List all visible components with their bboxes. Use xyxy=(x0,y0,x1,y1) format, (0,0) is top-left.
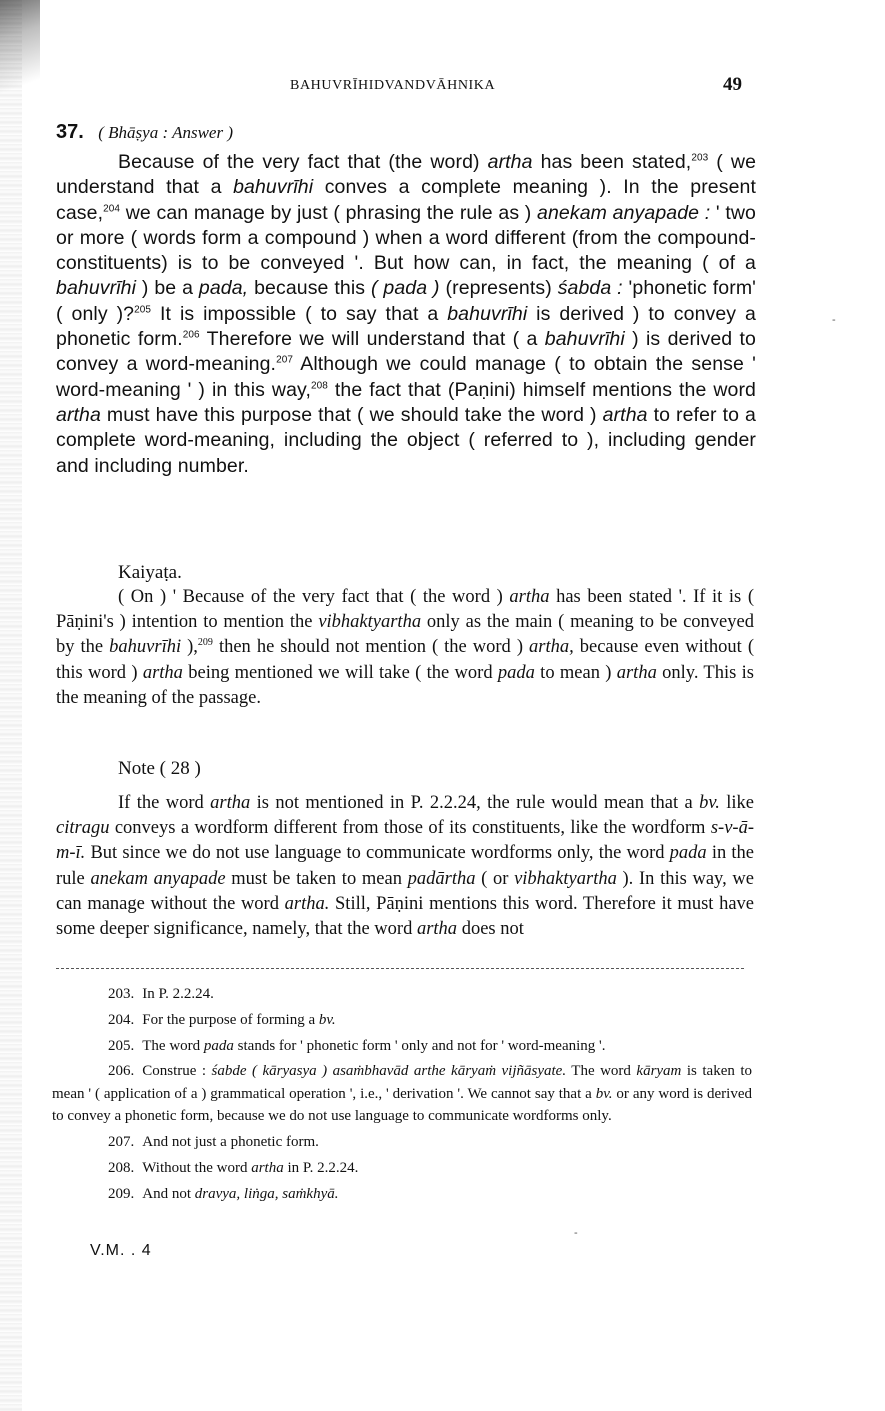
text-run: to mean ) xyxy=(534,662,617,683)
term-bv: bv. xyxy=(595,1085,613,1102)
page-number: 49 xyxy=(723,74,742,95)
footnote-number: 207. xyxy=(108,1134,135,1151)
text-run: because even without ( this word ) xyxy=(56,637,754,683)
text-run: conveys a wordform different from those of its constituents, like the wordform xyxy=(109,818,711,839)
footnote-text: The word xyxy=(566,1063,637,1080)
note-label: Note ( 28 ) xyxy=(118,758,201,779)
footnote-208 xyxy=(52,1157,752,1180)
term-artha: artha xyxy=(602,403,648,426)
footnote-ref-203: 203 xyxy=(691,152,709,164)
text-run: is not mentioned in P. 2.2.24, the rule would mean that a xyxy=(250,793,700,813)
footnote-text: in P. 2.2.24. xyxy=(283,1159,359,1176)
kaiyata-paragraph xyxy=(56,585,754,711)
term-bv: bv. xyxy=(699,793,720,813)
term-karyam: kāryam xyxy=(636,1063,682,1080)
text-run: Because of the very fact that (the word) xyxy=(118,151,488,173)
text-run: being mentioned we will take ( the word xyxy=(182,662,498,683)
term-bahuvrihi: bahuvrīhi xyxy=(56,277,137,300)
text-run: because this xyxy=(248,277,371,300)
term-pada: pada, xyxy=(198,277,249,300)
scan-corner-shadow xyxy=(0,0,40,120)
term-bahuvrihi: bahuvrīhi xyxy=(544,328,625,351)
term-sabda: śabda : xyxy=(557,277,623,300)
term-pada: ( pada ) xyxy=(370,277,440,300)
term-artha: artha, xyxy=(529,637,574,658)
term-pada: pada xyxy=(497,662,535,683)
footnote-number: 209. xyxy=(108,1185,135,1202)
term-artha: artha xyxy=(210,793,251,813)
footnote-207 xyxy=(52,1131,752,1154)
footnote-ref-207: 207 xyxy=(276,354,294,366)
footnote-ref-205: 205 xyxy=(134,304,152,316)
term-bahuvrihi: bahuvrīhi xyxy=(109,637,182,658)
term-bahuvrihi: bahuvrīhi xyxy=(447,302,528,325)
text-run: in the rule xyxy=(56,843,754,889)
sanskrit-construe: śabde ( kāryasya ) asaṁbhavād arthe kāryaṁ vijñāsyate. xyxy=(211,1063,567,1080)
signature-mark: V.M. . 4 xyxy=(90,1242,152,1259)
running-header xyxy=(0,74,885,98)
footnote-text: And not xyxy=(142,1185,195,1202)
note-paragraph xyxy=(56,791,754,942)
kaiyata-label: Kaiyaṭa. xyxy=(118,562,182,583)
text-run: (represents) xyxy=(439,277,558,300)
term-artha: artha xyxy=(251,1159,284,1176)
footnote-text: And not just a phonetic form. xyxy=(142,1134,319,1151)
footnote-text: stands for ' phonetic form ' only and not for ' word-meaning '. xyxy=(233,1037,606,1054)
term-artha: artha. xyxy=(284,893,330,914)
text-run: 'phonetic form' ( only )? xyxy=(56,277,756,325)
section-heading xyxy=(56,121,233,144)
footnote-205 xyxy=(52,1035,752,1058)
text-run: the fact that (Paṇini) himself mentions the word xyxy=(327,378,757,401)
text-run: then he should not mention ( the word ) xyxy=(212,637,530,658)
term-wordform: s-v-ā-m-ī. xyxy=(56,818,754,864)
scan-speck: - xyxy=(574,1227,578,1239)
footnote-number: 208. xyxy=(108,1159,135,1176)
text-run: Although we could manage ( to obtain the sense ' word-meaning ' ) in this way, xyxy=(56,353,756,401)
term-artha: artha xyxy=(416,919,458,940)
term-artha: artha xyxy=(509,587,550,607)
footnote-ref-209: 209 xyxy=(197,637,213,649)
text-run: If the word xyxy=(118,793,211,813)
footnote-text: Construe : xyxy=(142,1063,212,1080)
kaiyata-commentary xyxy=(56,585,754,711)
text-run: It is impossible ( to say that a xyxy=(151,302,448,325)
term-pada: pada xyxy=(669,843,707,864)
text-run: must have this purpose that ( we should take the word ) xyxy=(100,403,603,426)
footnote-divider xyxy=(56,968,744,969)
footnote-ref-204: 204 xyxy=(103,203,121,215)
footnote-number: 204. xyxy=(108,1011,135,1028)
text-run: Therefore we will understand that ( a xyxy=(199,328,545,351)
term-anekam-anyapade: anekam anyapade xyxy=(90,868,226,889)
footnote-text: The word xyxy=(142,1037,204,1054)
term-artha: artha xyxy=(56,403,101,426)
text-run: has been stated '. If it is ( Pāṇini's ) intention to mention the xyxy=(56,587,754,633)
text-run: only. This is the meaning of the passage. xyxy=(56,662,754,708)
sanskrit-terms: dravya, liṅga, saṁkhyā. xyxy=(194,1185,339,1202)
footnote-text: In P. 2.2.24. xyxy=(142,986,214,1002)
footnotes xyxy=(52,983,752,1209)
text-run: ( we understand that a xyxy=(56,151,757,199)
section-number: 37. xyxy=(56,121,84,143)
footnote-204 xyxy=(52,1009,752,1032)
footnote-ref-208: 208 xyxy=(310,380,328,392)
term-padartha: padārtha xyxy=(407,868,476,889)
footnote-209 xyxy=(52,1183,752,1206)
note-body xyxy=(56,791,754,942)
text-run: only as the main ( meaning to be conveyed by the xyxy=(56,612,754,658)
term-citragu: citragu xyxy=(56,818,110,839)
section-title: ( Bhāṣya : Answer ) xyxy=(98,123,233,142)
scan-speck: - xyxy=(832,314,836,326)
term-vibhaktyartha: vibhaktyartha xyxy=(514,868,617,889)
text-run: ( On ) ' Because of the very fact that ( the word ) xyxy=(118,587,510,607)
text-run: ) be a xyxy=(136,277,199,300)
footnote-text: or any word is derived to convey a phonetic form, because we do not use language to communicate wordforms only. xyxy=(52,1085,752,1125)
text-run: ). In this way, we can manage without the word xyxy=(56,868,754,914)
running-title: BAHUVRĪHIDVANDVĀHNIKA xyxy=(290,78,496,93)
footnote-206 xyxy=(52,1060,752,1128)
term-bv: bv. xyxy=(318,1011,336,1028)
scan-binding-shadow xyxy=(0,0,22,1411)
bhasya-translation xyxy=(56,150,756,479)
text-run: ) is derived to convey a word-meaning. xyxy=(56,328,756,376)
text-run: conves a complete meaning ). In the present case, xyxy=(56,176,756,224)
footnote-number: 203. xyxy=(108,986,135,1002)
term-artha: artha xyxy=(487,151,533,173)
footnote-text: Without the word xyxy=(142,1159,252,1176)
text-run: Still, Pāṇini mentions this word. Therefore it must have some deeper significance, namely, that the word xyxy=(56,893,754,940)
text-run: ( or xyxy=(475,868,515,889)
term-artha: artha xyxy=(142,662,183,683)
term-pada: pada xyxy=(203,1037,234,1054)
text-run: does not xyxy=(457,919,524,940)
term-artha: artha xyxy=(616,662,657,683)
term-vibhaktyartha: vibhaktyartha xyxy=(318,612,422,633)
text-run: we can manage by just ( phrasing the rule as ) xyxy=(120,201,538,224)
footnote-ref-206: 206 xyxy=(182,329,200,341)
bhasya-paragraph xyxy=(56,150,756,479)
footnote-number: 205. xyxy=(108,1037,135,1054)
footnote-text: is taken to mean ' ( application of a ) grammatical operation ', i.e., ' derivation '. We cannot say that a xyxy=(52,1063,752,1102)
footnote-203 xyxy=(52,983,752,1006)
text-run: to refer to a complete word-meaning, including the object ( referred to ), including gender and including number. xyxy=(56,403,756,477)
footnote-text: For the purpose of forming a xyxy=(142,1011,319,1028)
text-run: has been stated, xyxy=(532,151,692,173)
text-run: But since we do not use language to communicate wordforms only, the word xyxy=(85,843,670,864)
term-anekam-anyapade: anekam anyapade : xyxy=(537,201,711,224)
text-run: like xyxy=(719,793,754,813)
text-run: ' two or more ( words form a compound ) when a word different (from the compound-constituents) is to be conveyed '. But how can, in fact, the meaning ( of a xyxy=(56,201,756,275)
text-run: must be taken to mean xyxy=(225,868,408,889)
term-bahuvrihi: bahuvrīhi xyxy=(233,176,314,199)
text-run: ), xyxy=(181,637,198,658)
footnote-number: 206. xyxy=(108,1063,135,1080)
text-run: is derived ) to convey a phonetic form. xyxy=(56,302,757,351)
